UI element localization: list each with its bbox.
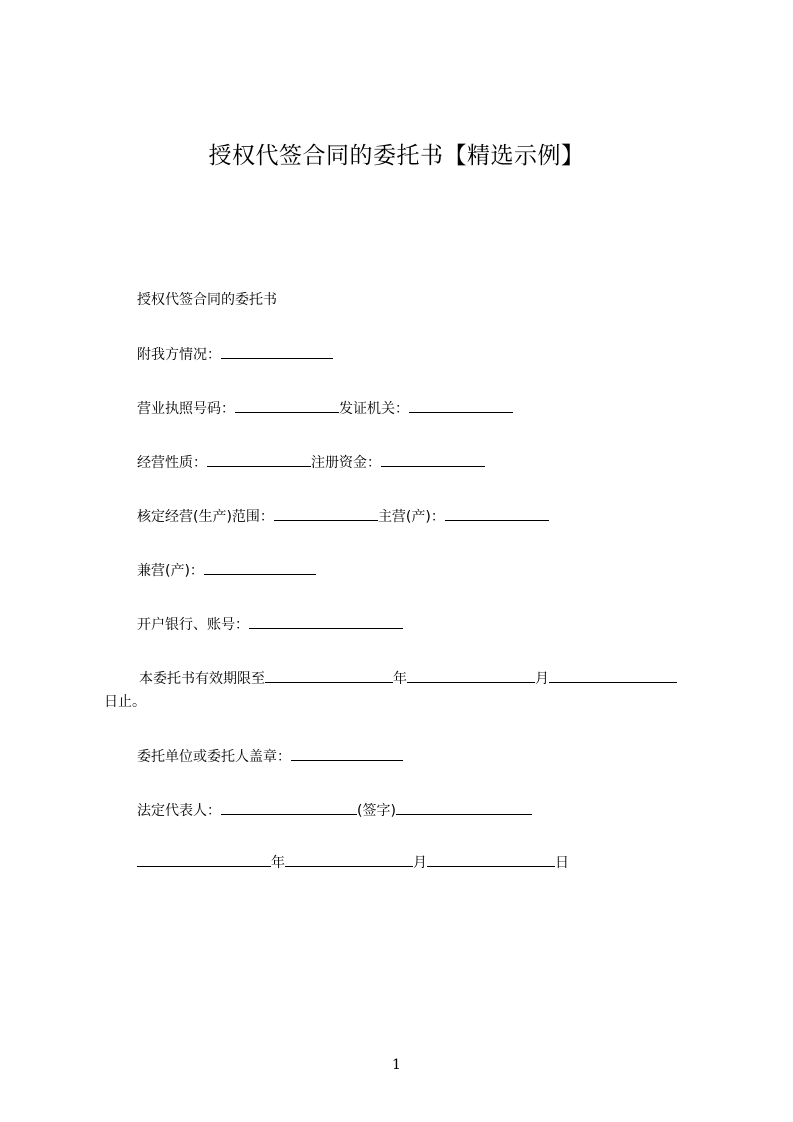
bank-account-blank	[249, 614, 403, 629]
validity-year-label: 年	[393, 671, 407, 687]
legal-rep-blank	[221, 800, 357, 815]
license-line	[137, 398, 513, 419]
main-business-blank	[445, 506, 549, 521]
our-info-blank	[221, 344, 333, 359]
business-nature-label: 经营性质：	[137, 455, 207, 471]
validity-day-blank	[549, 668, 677, 683]
date-month-blank	[285, 852, 413, 867]
side-business-blank	[204, 560, 316, 575]
business-nature-blank	[207, 452, 311, 467]
date-line	[137, 852, 569, 873]
document-title: 授权代签合同的委托书【精选示例】	[208, 143, 585, 169]
validity-month-label: 月	[535, 671, 549, 687]
page-number: 1	[392, 1057, 401, 1073]
validity-month-blank	[407, 668, 535, 683]
side-business-label: 兼营(产)：	[137, 563, 204, 579]
business-scope-label: 核定经营(生产)范围：	[137, 509, 274, 525]
bank-account-label: 开户银行、账号：	[137, 617, 249, 633]
issuing-authority-blank	[409, 398, 513, 413]
our-info-line	[137, 344, 333, 365]
bank-line	[137, 614, 403, 635]
legal-rep-label: 法定代表人：	[137, 803, 221, 819]
legal-rep-line	[137, 800, 532, 821]
signature-blank	[396, 800, 532, 815]
license-label: 营业执照号码：	[137, 401, 235, 417]
validity-line	[139, 668, 677, 689]
seal-label: 委托单位或委托人盖章：	[137, 749, 291, 765]
seal-line	[137, 746, 403, 767]
issuing-authority-label: 发证机关：	[339, 401, 409, 417]
validity-prefix: 本委托书有效期限至	[139, 671, 265, 687]
date-month-label: 月	[413, 855, 427, 871]
signature-label: (签字)	[357, 803, 396, 819]
date-day-label: 日	[555, 855, 569, 871]
nature-line	[137, 452, 485, 473]
validity-year-blank	[265, 668, 393, 683]
main-business-label: 主营(产)：	[377, 509, 445, 525]
date-day-blank	[427, 852, 555, 867]
registered-capital-blank	[381, 452, 485, 467]
validity-day-end: 日止。	[104, 694, 146, 710]
seal-blank	[291, 746, 403, 761]
business-scope-blank	[274, 506, 378, 521]
our-info-label: 附我方情况：	[137, 347, 221, 363]
side-business-line	[137, 560, 316, 581]
license-blank	[235, 398, 339, 413]
registered-capital-label: 注册资金：	[311, 455, 381, 471]
subtitle: 授权代签合同的委托书	[137, 292, 277, 308]
date-year-label: 年	[271, 855, 285, 871]
date-year-blank	[137, 852, 271, 867]
scope-line	[137, 506, 549, 527]
